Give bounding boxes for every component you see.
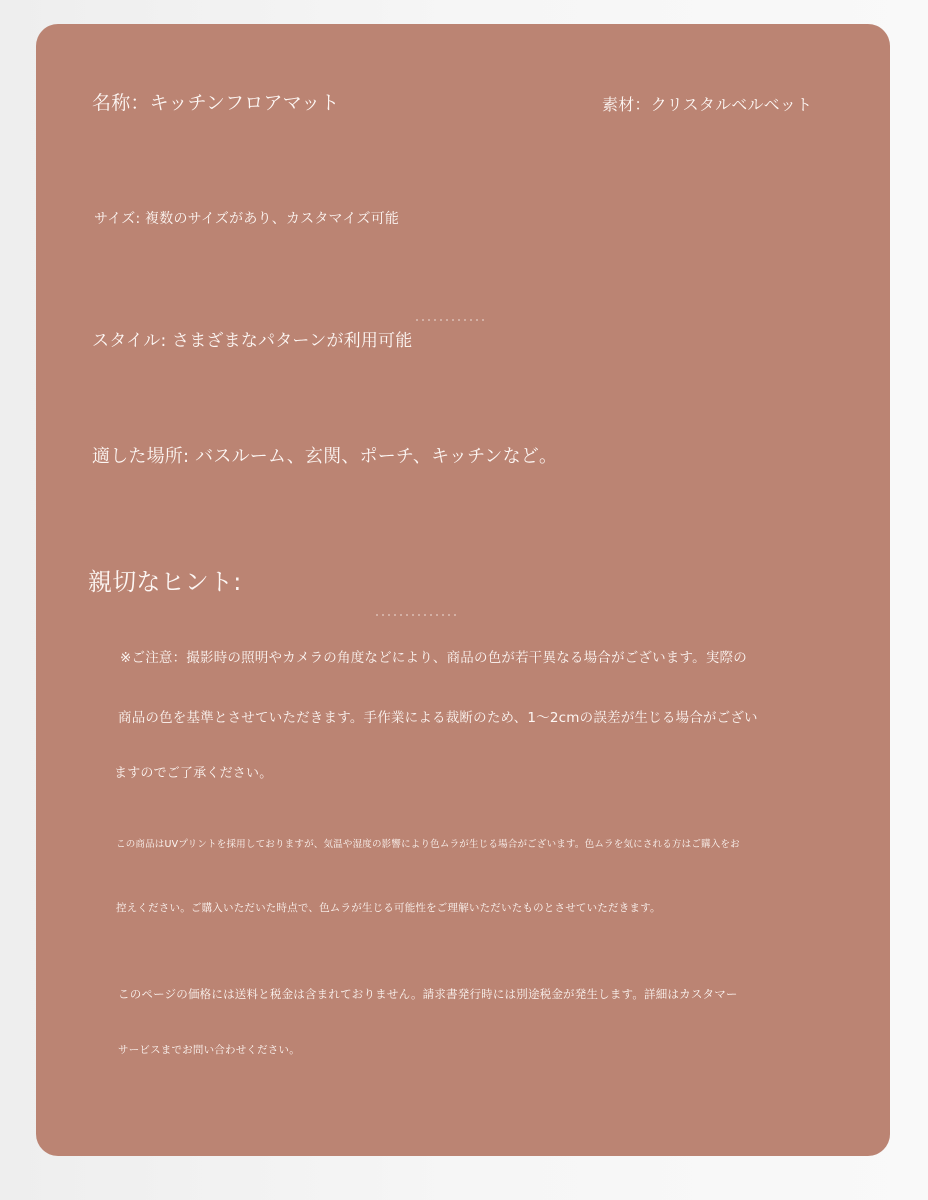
price-note-line: このページの価格には送料と税金は含まれておりません。請求書発行時には別途税金が発生します。詳細はカスタマー bbox=[118, 987, 738, 1001]
note-line: ※ご注意：撮影時の照明やカメラの角度などにより、商品の色が若干異なる場合がございます。実際の bbox=[120, 650, 747, 666]
price-note-line: サービスまでお問い合わせください。 bbox=[118, 1044, 300, 1056]
uv-print-note-line: この商品はUVプリントを採用しておりますが、気温や湿度の影響により色ムラが生じる場合がございます。色ムラを気にされる方はご購入をお bbox=[116, 839, 740, 850]
product-name: 名称：キッチンフロアマット bbox=[92, 92, 340, 114]
tips-heading: 親切なヒント: bbox=[88, 568, 242, 596]
product-info-card bbox=[36, 24, 890, 1156]
uv-print-note-line: 控えください。ご購入いただいた時点で、色ムラが生じる可能性をご理解いただいたものとさせていただきます。 bbox=[116, 902, 661, 914]
divider bbox=[416, 319, 486, 321]
product-places: 適した場所: バスルーム、玄関、ポーチ、キッチンなど。 bbox=[92, 446, 558, 467]
product-style: スタイル: さまざまなパターンが利用可能 bbox=[92, 331, 413, 351]
note-line: ますのでご了承ください。 bbox=[114, 766, 273, 781]
divider bbox=[376, 614, 456, 616]
product-material: 素材：クリスタルベルベット bbox=[602, 95, 813, 114]
note-line: 商品の色を基準とさせていただきます。手作業による裁断のため、1～2cmの誤差が生じる場合がござい bbox=[118, 710, 758, 726]
product-size: サイズ: 複数のサイズがあり、カスタマイズ可能 bbox=[94, 211, 400, 227]
